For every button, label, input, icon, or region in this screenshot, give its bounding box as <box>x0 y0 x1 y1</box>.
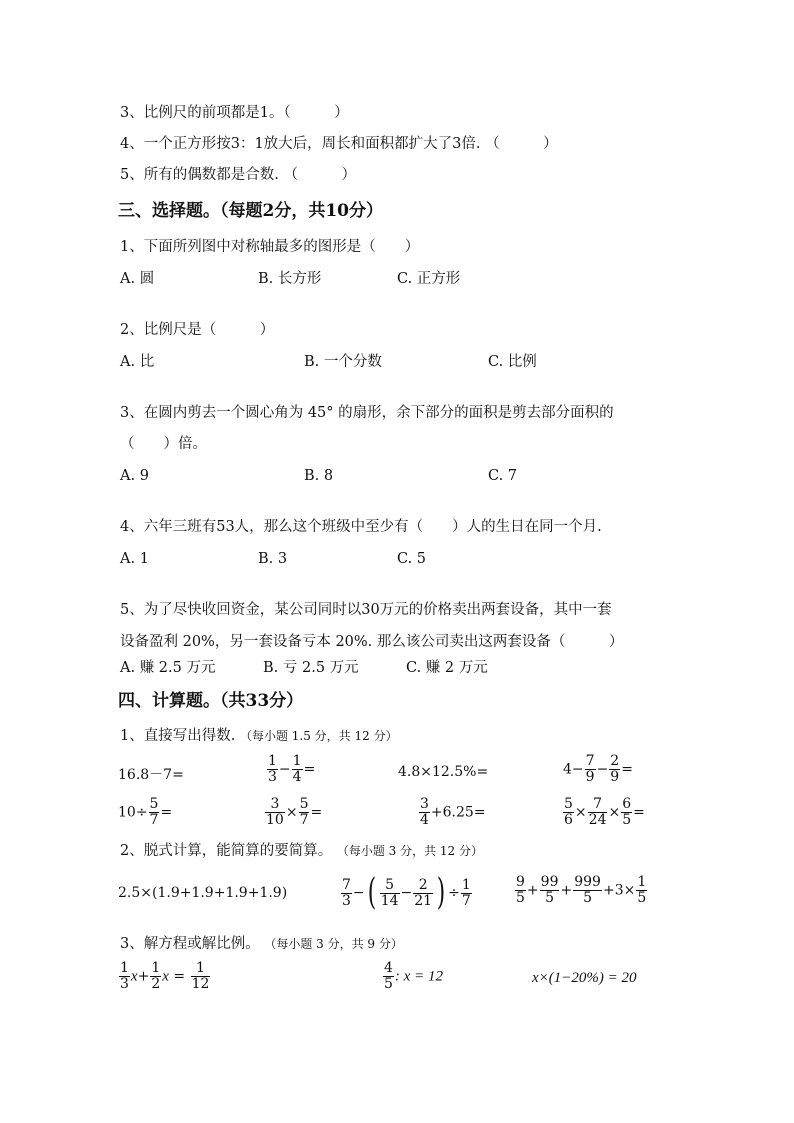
calc-part-1-text: 1、直接写出得数. <box>120 728 236 744</box>
choice-q1-option-a: A. 圆 <box>120 271 155 287</box>
mental-calc-4: 4− $\frac{7}{9}$ − $\frac{2}{9}$ = <box>563 753 633 785</box>
choice-q3-stem-line2: （ ）倍。 <box>120 436 207 452</box>
judge-item-3: 3、比例尺的前项都是1。（ ） <box>120 105 349 121</box>
step-calc-2: $\frac{7}{3}$ −( $\frac{5}{14}$ − $\frac{2}{21}$ ) ÷ $\frac{1}{7}$ <box>342 872 471 913</box>
mental-calc-3: 4.8×12.5%= <box>398 764 489 780</box>
choice-q5-stem-line2: 设备盈利 20%，另一套设备亏本 20%. 那么该公司卖出这两套设备（ ） <box>120 634 624 650</box>
calc-part-3-note: （每小题 3 分，共 9 分） <box>264 937 403 951</box>
mental-calc-6: $\frac{3}{10}$ × $\frac{5}{7}$ = <box>266 796 323 828</box>
calc-part-2-label <box>120 841 483 861</box>
choice-q5-option-a: A. 赚 2.5 万元 <box>120 660 216 676</box>
judge-item-5: 5、所有的偶数都是合数. （ ） <box>120 167 356 183</box>
mental-calc-8: $\frac{5}{6}$ × $\frac{7}{24}$ × $\frac{6}{5}$ = <box>564 796 645 828</box>
choice-q2-option-c: C. 比例 <box>488 354 537 370</box>
mental-calc-2: $\frac{1}{3}$ − $\frac{1}{4}$ = <box>268 753 316 785</box>
equation-1: $\frac{1}{3}$ x+ $\frac{1}{2}$ x = $\frac{1}{12}$ <box>120 960 210 992</box>
choice-q5-stem: 5、为了尽快收回资金，某公司同时以30万元的价格卖出两套设备，其中一套 <box>120 602 612 618</box>
choice-q2-option-b: B. 一个分数 <box>304 354 382 370</box>
choice-q2-option-a: A. 比 <box>120 354 155 370</box>
calc-part-3-text: 3、解方程或解比例。 <box>120 936 260 952</box>
calc-part-3-label <box>120 934 403 954</box>
calc-part-1-label <box>120 726 398 746</box>
choice-q3-option-c: C. 7 <box>488 468 518 484</box>
choice-q4-option-a: A. 1 <box>120 551 149 567</box>
mental-calc-5: 10÷ $\frac{5}{7}$ = <box>118 796 173 828</box>
calc-part-2-note: （每小题 3 分，共 12 分） <box>336 844 484 858</box>
mental-calc-7: $\frac{3}{4}$ +6.25= <box>420 796 486 828</box>
choice-q1-stem: 1、下面所列图中对称轴最多的图形是（ ） <box>120 239 420 255</box>
choice-q4-option-b: B. 3 <box>258 551 288 567</box>
step-calc-3: $\frac{9}{5}$ + $\frac{99}{5}$ + $\frac{999}{5}$ +3× $\frac{1}{5}$ <box>516 874 647 906</box>
section-3-title: 三、选择题。（每题2分，共10分） <box>118 201 383 221</box>
judge-item-4: 4、一个正方形按3：1放大后，周长和面积都扩大了3倍. （ ） <box>120 136 558 152</box>
section-4-title: 四、计算题。（共33分） <box>118 691 304 711</box>
calc-part-1-note: （每小题 1.5 分，共 12 分） <box>239 729 398 743</box>
step-calc-1: 2.5×(1.9+1.9+1.9+1.9) <box>118 885 288 901</box>
choice-q2-stem: 2、比例尺是（ ） <box>120 322 275 338</box>
choice-q3-stem: 3、在圆内剪去一个圆心角为 45° 的扇形，余下部分的面积是剪去部分面积的 <box>120 405 614 421</box>
choice-q4-option-c: C. 5 <box>397 551 427 567</box>
choice-q3-option-b: B. 8 <box>304 468 334 484</box>
choice-q3-option-a: A. 9 <box>120 468 149 484</box>
calc-part-2-text: 2、脱式计算，能简算的要简算。 <box>120 843 333 859</box>
choice-q4-stem: 4、六年三班有53人，那么这个班级中至少有（ ）人的生日在同一个月. <box>120 519 602 535</box>
mental-calc-1: 16.8－7= <box>118 767 184 783</box>
choice-q1-option-c: C. 正方形 <box>397 271 461 287</box>
choice-q1-option-b: B. 长方形 <box>258 271 322 287</box>
equation-3: x×(1−20%) = 20 <box>532 970 637 986</box>
choice-q5-option-c: C. 赚 2 万元 <box>406 660 488 676</box>
choice-q5-option-b: B. 亏 2.5 万元 <box>263 660 359 676</box>
equation-2: $\frac{4}{5}$ : x = 12 <box>384 960 443 992</box>
